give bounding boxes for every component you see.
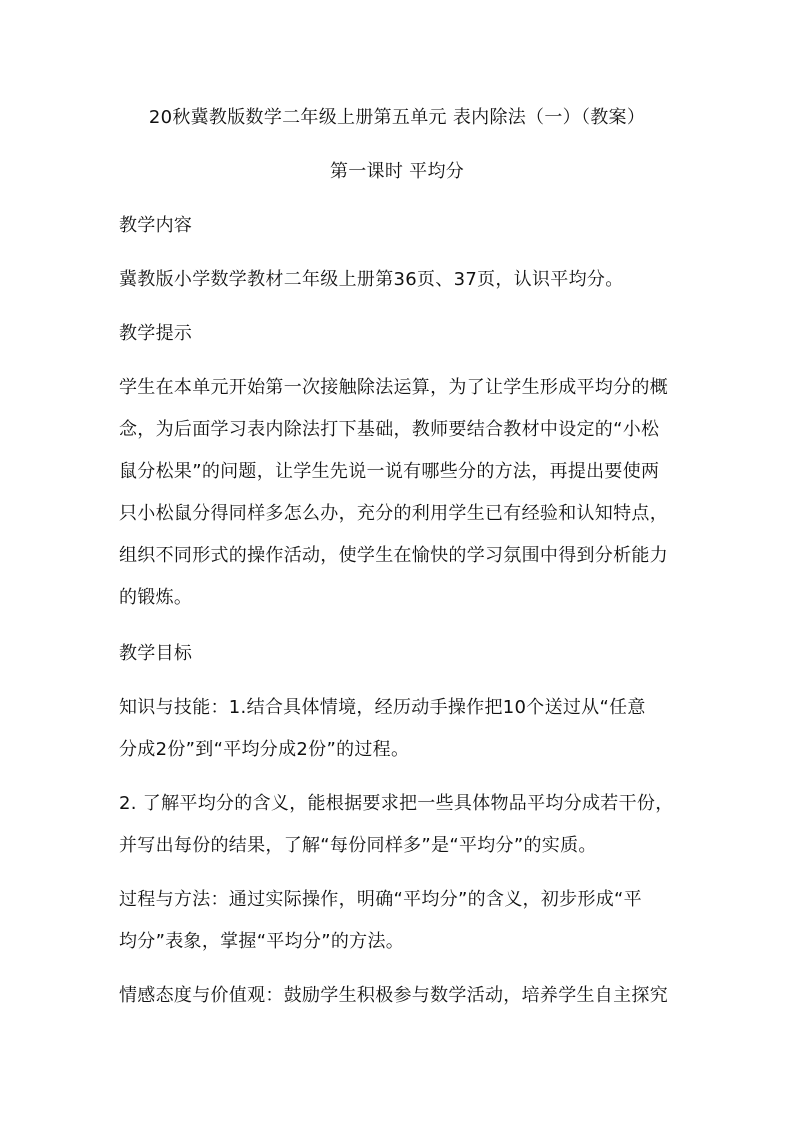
paragraph-line: 组织不同形式的操作活动，使学生在愉快的学习氛围中得到分析能力 xyxy=(119,545,668,566)
paragraph-line: 念，为后面学习表内除法打下基础，教师要结合教材中设定的“小松 xyxy=(119,419,660,440)
paragraph-line: 分成2份”到“平均分成2份”的过程。 xyxy=(119,739,410,760)
paragraph-line: 知识与技能：1.结合具体情境，经历动手操作把10个送过从“任意 xyxy=(119,697,646,718)
paragraph-line: 只小松鼠分得同样多怎么办，充分的利用学生已有经验和认知特点， xyxy=(119,503,668,524)
paragraph-line: 冀教版小学数学教材二年级上册第36页、37页，认识平均分。 xyxy=(119,269,624,290)
lesson-subtitle: 第一课时 平均分 xyxy=(329,161,465,182)
paragraph-line: 鼠分松果”的问题，让学生先说一说有哪些分的方法，再提出要使两 xyxy=(119,461,660,482)
document-title: 20秋冀教版数学二年级上册第五单元 表内除法（一）（教案） xyxy=(148,107,646,128)
section-heading-content: 教学内容 xyxy=(119,215,193,236)
paragraph-line: 过程与方法：通过实际操作，明确“平均分”的含义，初步形成“平 xyxy=(119,889,642,910)
section-heading-tips: 教学提示 xyxy=(119,323,193,344)
paragraph-line: 2. 了解平均分的含义，能根据要求把一些具体物品平均分成若干份， xyxy=(119,793,674,814)
paragraph-line: 情感态度与价值观：鼓励学生积极参与数学活动，培养学生自主探究 xyxy=(119,985,668,1006)
paragraph-line: 的锻炼。 xyxy=(119,587,193,608)
paragraph-line: 学生在本单元开始第一次接触除法运算，为了让学生形成平均分的概 xyxy=(119,377,668,398)
paragraph-line: 均分”表象，掌握“平均分”的方法。 xyxy=(119,931,405,952)
paragraph-line: 并写出每份的结果，了解“每份同样多”是“平均分”的实质。 xyxy=(119,835,597,856)
section-heading-goals: 教学目标 xyxy=(119,643,193,664)
